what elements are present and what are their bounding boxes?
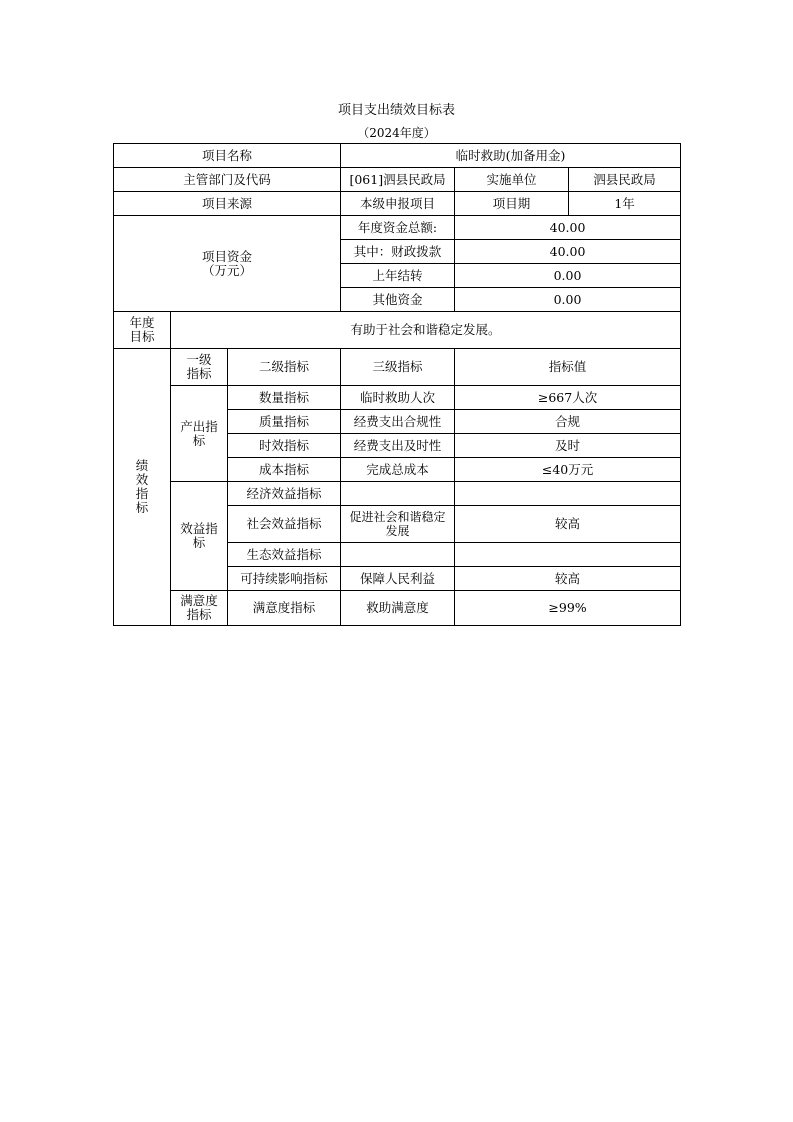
- section-char-3: 指: [135, 486, 149, 501]
- ecological-benefit-detail: [341, 543, 455, 567]
- economic-benefit-indicator: 经济效益指标: [228, 482, 341, 506]
- output-indicators-label: [171, 386, 228, 482]
- quality-indicator-detail: 经费支出合规性: [341, 410, 455, 434]
- table-row: [114, 591, 681, 626]
- quality-indicator: 质量指标: [228, 410, 341, 434]
- implementing-unit-value: 泗县民政局: [569, 168, 681, 192]
- header-level1: [171, 349, 228, 386]
- funds-label-line2: （万元）: [202, 262, 253, 278]
- department-row: [114, 168, 681, 192]
- header-level1-line1: 一级: [186, 352, 212, 367]
- goal-label-line1: 年度: [129, 315, 155, 330]
- performance-goal-table: [113, 143, 681, 626]
- satisfaction-label-line2: 指标: [186, 607, 212, 622]
- section-char-1: 绩: [135, 458, 149, 473]
- quantity-indicator-value: ≥667人次: [455, 386, 681, 410]
- cost-indicator-detail: 完成总成本: [341, 458, 455, 482]
- cost-indicator: 成本指标: [228, 458, 341, 482]
- sustainable-impact-value: 较高: [455, 567, 681, 591]
- funds-row-total: [114, 216, 681, 240]
- quantity-indicator-detail: 临时救助人次: [341, 386, 455, 410]
- carryover-label: 上年结转: [341, 264, 455, 288]
- timeliness-indicator: 时效指标: [228, 434, 341, 458]
- benefit-label-line1: 效益指: [180, 521, 218, 536]
- project-name-value: 临时救助(加备用金): [341, 144, 681, 168]
- header-level2: 二级指标: [228, 349, 341, 386]
- annual-goal-text: 有助于社会和谐稳定发展。: [171, 312, 681, 349]
- economic-benefit-value: [455, 482, 681, 506]
- ecological-benefit-value: [455, 543, 681, 567]
- benefit-label-line2: 标: [192, 535, 206, 550]
- economic-benefit-detail: [341, 482, 455, 506]
- table-row: [114, 386, 681, 410]
- performance-indicators-label: [114, 349, 171, 626]
- annual-goal-row: [114, 312, 681, 349]
- project-name-row: [114, 144, 681, 168]
- project-period-label: 项目期: [455, 192, 569, 216]
- header-value: 指标值: [455, 349, 681, 386]
- section-char-2: 效: [135, 472, 149, 487]
- project-funds-label: [114, 216, 341, 312]
- satisfaction-detail: 救助满意度: [341, 591, 455, 626]
- sustainable-impact-indicator: 可持续影响指标: [228, 567, 341, 591]
- ecological-benefit-indicator: 生态效益指标: [228, 543, 341, 567]
- section-char-4: 标: [135, 500, 149, 515]
- project-name-label: 项目名称: [114, 144, 341, 168]
- fiscal-allocation-value: 40.00: [455, 240, 681, 264]
- benefit-indicators-label: [171, 482, 228, 591]
- project-period-value: 1年: [569, 192, 681, 216]
- goal-label-line2: 目标: [129, 329, 155, 344]
- source-row: [114, 192, 681, 216]
- header-level3: 三级指标: [341, 349, 455, 386]
- timeliness-indicator-value: 及时: [455, 434, 681, 458]
- quantity-indicator: 数量指标: [228, 386, 341, 410]
- funds-label-line1: 项目资金: [202, 248, 253, 264]
- output-label-line1: 产出指: [180, 418, 218, 434]
- annual-total-label: 年度资金总额:: [341, 216, 455, 240]
- indicator-header-row: [114, 349, 681, 386]
- carryover-value: 0.00: [455, 264, 681, 288]
- implementing-unit-label: 实施单位: [455, 168, 569, 192]
- cost-indicator-value: ≤40万元: [455, 458, 681, 482]
- social-benefit-detail-line1: 促进社会和谐稳定: [349, 510, 446, 524]
- project-source-value: 本级申报项目: [341, 192, 455, 216]
- sustainable-impact-detail: 保障人民利益: [341, 567, 455, 591]
- social-benefit-detail-line2: 发展: [385, 524, 410, 538]
- document-title: 项目支出绩效目标表: [337, 103, 455, 118]
- timeliness-indicator-detail: 经费支出及时性: [341, 434, 455, 458]
- document-year: （2024年度）: [357, 126, 436, 140]
- social-benefit-value: 较高: [455, 506, 681, 543]
- satisfaction-value: ≥99%: [455, 591, 681, 626]
- fiscal-allocation-label: 其中：财政拨款: [341, 240, 455, 264]
- output-label-line2: 标: [192, 432, 206, 448]
- department-label: 主管部门及代码: [114, 168, 341, 192]
- annual-total-value: 40.00: [455, 216, 681, 240]
- other-funds-value: 0.00: [455, 288, 681, 312]
- social-benefit-detail: [341, 506, 455, 543]
- satisfaction-label-line1: 满意度: [180, 593, 218, 608]
- satisfaction-indicators-label: [171, 591, 228, 626]
- satisfaction-indicator: 满意度指标: [228, 591, 341, 626]
- other-funds-label: 其他资金: [341, 288, 455, 312]
- project-source-label: 项目来源: [114, 192, 341, 216]
- table-row: [114, 482, 681, 506]
- annual-goal-label: [114, 312, 171, 349]
- quality-indicator-value: 合规: [455, 410, 681, 434]
- social-benefit-indicator: 社会效益指标: [228, 506, 341, 543]
- department-value: [061]泗县民政局: [341, 168, 455, 192]
- header-level1-line2: 指标: [186, 366, 212, 381]
